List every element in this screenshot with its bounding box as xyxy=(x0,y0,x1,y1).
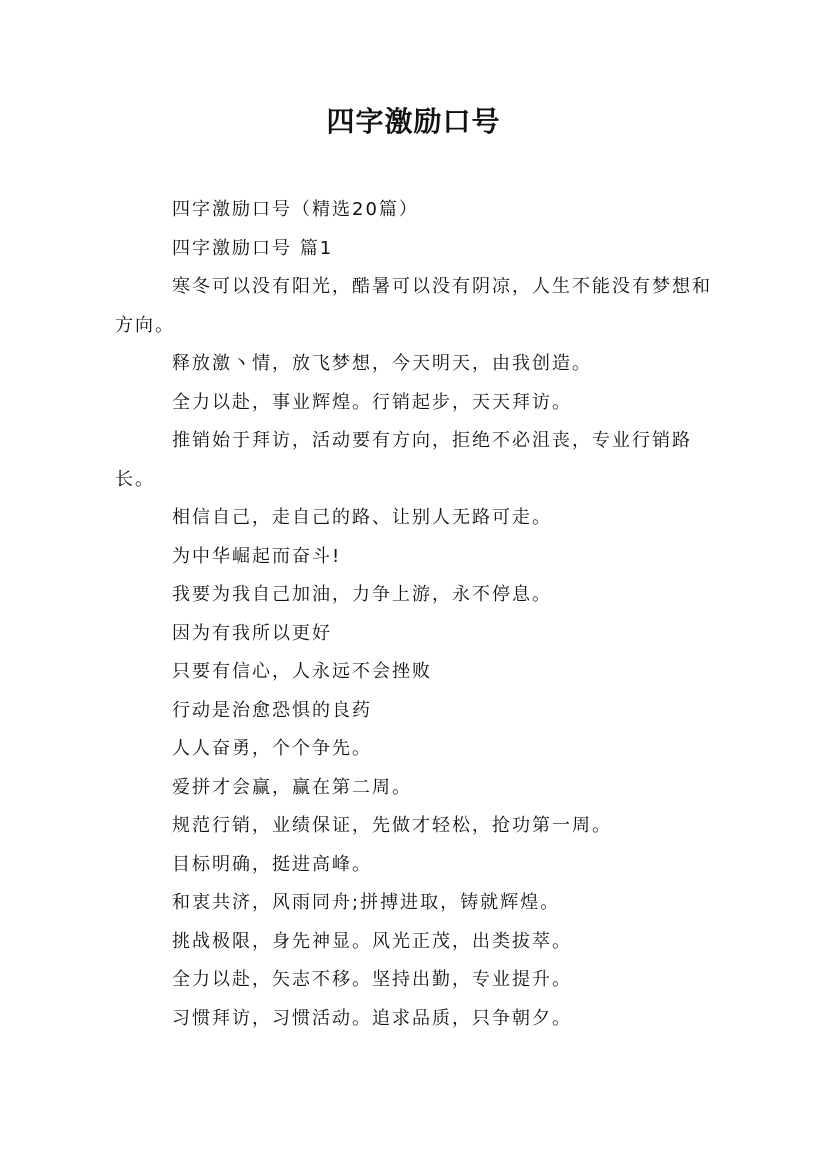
slogan-paragraph: 为中华崛起而奋斗! xyxy=(172,545,342,567)
section-heading: 四字激励口号 篇1 xyxy=(172,237,334,259)
slogan-paragraph: 只要有信心，人永远不会挫败 xyxy=(172,661,432,682)
slogan-paragraph: 寒冬可以没有阳光，酷暑可以没有阴凉，人生不能没有梦想和方向。 xyxy=(115,276,712,336)
slogan-paragraph: 人人奋勇，个个争先。 xyxy=(172,738,372,759)
slogan-paragraph: 相信自己，走自己的路、让别人无路可走。 xyxy=(172,507,552,528)
slogan-paragraph: 行动是治愈恐惧的良药 xyxy=(172,699,372,721)
slogan-paragraph: 我要为我自己加油，力争上游，永不停息。 xyxy=(172,584,552,605)
slogan-paragraph: 挑战极限，身先神显。风光正茂，出类拔萃。 xyxy=(172,930,572,952)
slogan-paragraph: 释放激丶情，放飞梦想，今天明天，由我创造。 xyxy=(172,353,592,374)
document-body xyxy=(115,191,715,1038)
slogan-paragraph: 全力以赴，矢志不移。坚持出勤，专业提升。 xyxy=(172,969,572,990)
slogan-paragraph: 因为有我所以更好 xyxy=(172,622,332,644)
document-subtitle: 四字激励口号（精选20篇） xyxy=(172,199,419,220)
slogan-paragraph: 和衷共济，风雨同舟;拼搏进取，铸就辉煌。 xyxy=(172,892,561,913)
slogan-paragraph: 规范行销，业绩保证，先做才轻松，抢功第一周。 xyxy=(172,815,612,836)
slogan-paragraph: 目标明确，挺进高峰。 xyxy=(172,853,372,875)
slogan-paragraph: 爱拼才会赢，赢在第二周。 xyxy=(172,776,412,798)
slogan-paragraph: 习惯拜访，习惯活动。追求品质，只争朝夕。 xyxy=(172,1007,572,1029)
slogan-paragraph: 全力以赴，事业辉煌。行销起步，天天拜访。 xyxy=(172,391,572,413)
slogan-paragraph: 推销始于拜访，活动要有方向，拒绝不必沮丧，专业行销路长。 xyxy=(115,430,692,490)
document-title: 四字激励口号 xyxy=(326,105,501,138)
